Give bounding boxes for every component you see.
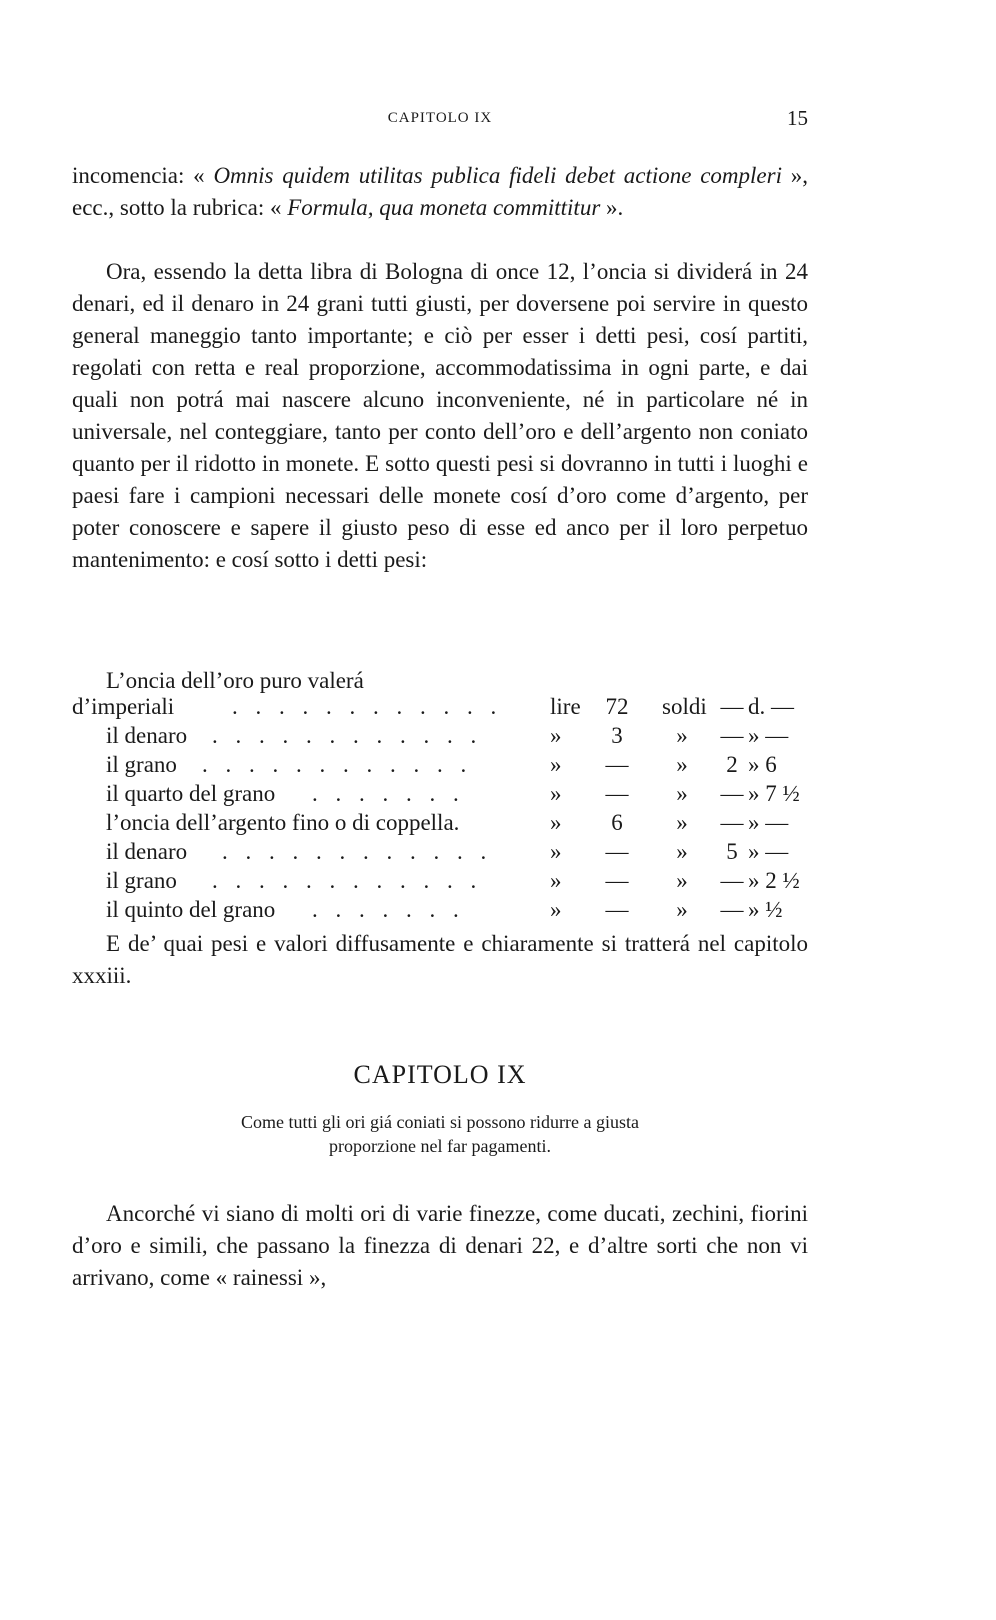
row-col-3: » — [676, 781, 688, 806]
row-col-3: » — [676, 868, 688, 893]
row-col-2: — — [605, 781, 629, 806]
row-col-5: » — — [748, 723, 789, 748]
row-col-2: — — [605, 897, 629, 922]
row-col-5: d. — — [748, 694, 794, 719]
p1-latin-quote-2: Formula, qua moneta committitur — [287, 195, 601, 220]
row-label: il grano — [106, 868, 177, 893]
chapter-title: CAPITOLO IX — [353, 1060, 527, 1089]
row-col-2: 6 — [611, 810, 623, 835]
weights-value-table — [72, 694, 812, 926]
p1-latin-quote-1: Omnis quidem utilitas publica fideli debet actione compleri — [213, 163, 782, 188]
table-row — [72, 781, 812, 810]
row-col-4: — — [720, 810, 744, 835]
row-col-1: » — [550, 810, 562, 835]
table-intro: L’oncia dell’oro puro valerá — [106, 668, 364, 693]
table-row — [72, 723, 812, 752]
row-col-3: » — [676, 897, 688, 922]
row-col-3: » — [676, 752, 688, 777]
row-col-2: — — [605, 752, 629, 777]
running-title: CAPITOLO IX — [387, 110, 493, 126]
page-header — [72, 106, 808, 134]
row-label: d’imperiali — [72, 694, 175, 719]
row-leader-dots: . . . . . . . . . . . . — [212, 868, 483, 893]
row-col-5: » 2 ½ — [748, 868, 800, 893]
subtitle-line-2: proporzione nel far pagamenti. — [329, 1136, 551, 1156]
table-row — [72, 839, 812, 868]
row-col-4: 5 — [726, 839, 738, 864]
row-col-1: lire — [550, 694, 581, 719]
row-col-1: » — [550, 868, 562, 893]
table-row — [72, 897, 812, 926]
row-leader-dots: . . . . . . . . . . . . — [232, 694, 503, 719]
row-col-5: » — — [748, 810, 789, 835]
row-col-5: » 6 — [748, 752, 777, 777]
table-row — [72, 810, 812, 839]
row-col-4: — — [720, 868, 744, 893]
paragraph-3 — [72, 928, 808, 992]
row-col-2: — — [605, 839, 629, 864]
row-leader-dots: . . . . . . . . . . . . — [212, 723, 483, 748]
row-col-4: — — [720, 694, 744, 719]
row-col-2: 72 — [605, 694, 629, 719]
table-row — [72, 752, 812, 781]
p3-text: E de’ quai pesi e valori diffusamente e chiaramente si tratterá nel capitolo xxxiii. — [72, 931, 808, 988]
row-label: il denaro — [106, 723, 188, 748]
table-row — [72, 868, 812, 897]
row-col-5: » ½ — [748, 897, 783, 922]
row-col-1: » — [550, 752, 562, 777]
row-col-3: » — [676, 723, 688, 748]
row-label: il quarto del grano — [106, 781, 276, 806]
page-number: 15 — [787, 106, 808, 130]
subtitle-line-1: Come tutti gli ori giá coniati si possono ridurre a giusta — [241, 1112, 639, 1132]
p2-text: Ora, essendo la detta libra di Bologna di once 12, l’oncia si dividerá in 24 denari, ed il denaro in 24 grani tutti giusti, per doversene poi servire in questo general maneggio tanto importante; e ciò per esser i detti pesi, cosí partiti, regolati con retta e real proporzione, accommodatissima in ogni parte, e dai quali non potrá mai nascere alcuno inconveniente, né in particolare né in universale, nel conteggiare, tanto per conto dell’oro e dell’argento non coniato quanto per il ridotto in monete. E sotto questi pesi si dovranno in tutti i luoghi e paesi fare i campioni necessari delle monete cosí d’oro come d’argento, per poter conoscere e sapere il giusto peso di esse ed anco per il loro perpetuo mantenimento: e cosí sotto i detti pesi: — [72, 259, 808, 572]
chapter-subtitle — [140, 1110, 740, 1158]
row-leader-dots: . . . . . . . . . . . . — [222, 839, 493, 864]
row-col-4: — — [720, 781, 744, 806]
row-label: il quinto del grano — [106, 897, 276, 922]
row-col-1: » — [550, 781, 562, 806]
row-col-3: » — [676, 839, 688, 864]
paragraph-2 — [72, 256, 808, 576]
p1-text-e: ». — [600, 195, 624, 220]
row-label: il grano — [106, 752, 177, 777]
row-col-3: » — [676, 810, 688, 835]
p1-text-c: », ecc., sotto la rubrica: « — [72, 163, 808, 220]
row-leader-dots: . . . . . . . — [312, 897, 465, 922]
p4-text: Ancorché vi siano di molti ori di varie finezze, come ducati, zechini, fiorini d’oro e simili, che passano la finezza di denari 22, e d’altre sorti che non vi arrivano, come « rainessi », — [72, 1201, 808, 1290]
row-col-5: » — — [748, 839, 789, 864]
row-col-4: — — [720, 897, 744, 922]
row-col-2: — — [605, 868, 629, 893]
p1-text-a: incomencia: « — [72, 163, 214, 188]
table-row — [72, 694, 812, 723]
row-col-2: 3 — [611, 723, 623, 748]
row-col-4: — — [720, 723, 744, 748]
row-label: il denaro — [106, 839, 188, 864]
row-col-4: 2 — [726, 752, 738, 777]
paragraph-1 — [72, 160, 808, 224]
paragraph-4 — [72, 1198, 808, 1294]
row-col-1: » — [550, 839, 562, 864]
row-col-5: » 7 ½ — [748, 781, 800, 806]
row-col-1: » — [550, 723, 562, 748]
row-col-3: soldi — [662, 694, 707, 719]
row-label: l’oncia dell’argento fino o di coppella. — [106, 810, 460, 835]
row-col-1: » — [550, 897, 562, 922]
row-leader-dots: . . . . . . . — [312, 781, 465, 806]
row-leader-dots: . . . . . . . . . . . . — [202, 752, 473, 777]
